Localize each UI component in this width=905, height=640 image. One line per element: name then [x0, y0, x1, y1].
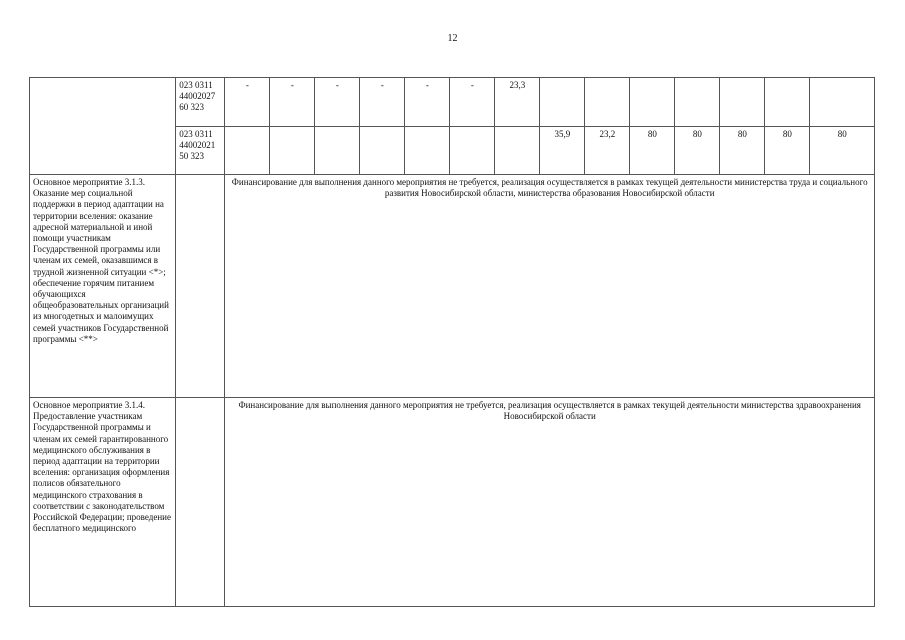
value-cell: 80 — [675, 127, 720, 175]
value-cell: 80 — [765, 127, 810, 175]
value-cell: - — [315, 78, 360, 127]
value-cell — [315, 127, 360, 175]
value-cell: - — [405, 78, 450, 127]
value-cell — [495, 127, 540, 175]
value-cell — [270, 127, 315, 175]
budget-code-empty — [176, 398, 225, 607]
measure-title: Основное мероприятие 3.1.4. Предоставление участникам Государственной программы и членам их семей гарантированного медицинского обслуживания в период адаптации на территории вселения: организация оформления полисов обязательного медицинского страхования в соответствии с законодательством Российской Федерации; проведение бесплатного медицинского — [30, 398, 176, 607]
budget-code: 023 0311 44002021 50 323 — [176, 127, 225, 175]
value-cell — [360, 127, 405, 175]
value-cell — [765, 78, 810, 127]
value-cell — [585, 78, 630, 127]
value-cell — [675, 78, 720, 127]
measure-name-cell-empty — [30, 78, 176, 175]
value-cell — [720, 78, 765, 127]
value-cell — [405, 127, 450, 175]
value-cell: 35,9 — [540, 127, 585, 175]
measure-title: Основное мероприятие 3.1.3. Оказание мер социальной поддержки в период адаптации на территории вселения: оказание адресной материальной и иной помощи участникам Государственной программы или членам их семей, оказавшимся в трудной жизненной ситуации <*>; обеспечение горячим питанием обучающихся общеобразовательных организаций из многодетных и малоимущих семей участников Государственной программы <**> — [30, 175, 176, 398]
value-cell — [630, 78, 675, 127]
value-cell: - — [225, 78, 270, 127]
value-cell — [450, 127, 495, 175]
value-cell: - — [360, 78, 405, 127]
value-cell: - — [450, 78, 495, 127]
value-cell: 23,2 — [585, 127, 630, 175]
value-cell: - — [270, 78, 315, 127]
value-cell — [810, 78, 875, 127]
value-cell: 23,3 — [495, 78, 540, 127]
page-number: 12 — [447, 33, 458, 44]
value-cell — [225, 127, 270, 175]
table-row — [30, 78, 875, 127]
value-cell — [540, 78, 585, 127]
value-cell: 80 — [720, 127, 765, 175]
table-row — [30, 398, 875, 607]
measure-note: Финансирование для выполнения данного мероприятия не требуется, реализация осуществляется в рамках текущей деятельности министерства труда и социального развития Новосибирской области, министерства образования Новосибирской области — [225, 175, 875, 398]
table-row — [30, 175, 875, 398]
value-cell: 80 — [810, 127, 875, 175]
program-funding-table — [29, 77, 875, 607]
measure-note: Финансирование для выполнения данного мероприятия не требуется, реализация осуществляется в рамках текущей деятельности министерства здравоохранения Новосибирской области — [225, 398, 875, 607]
budget-code-empty — [176, 175, 225, 398]
value-cell: 80 — [630, 127, 675, 175]
budget-code: 023 0311 44002027 60 323 — [176, 78, 225, 127]
